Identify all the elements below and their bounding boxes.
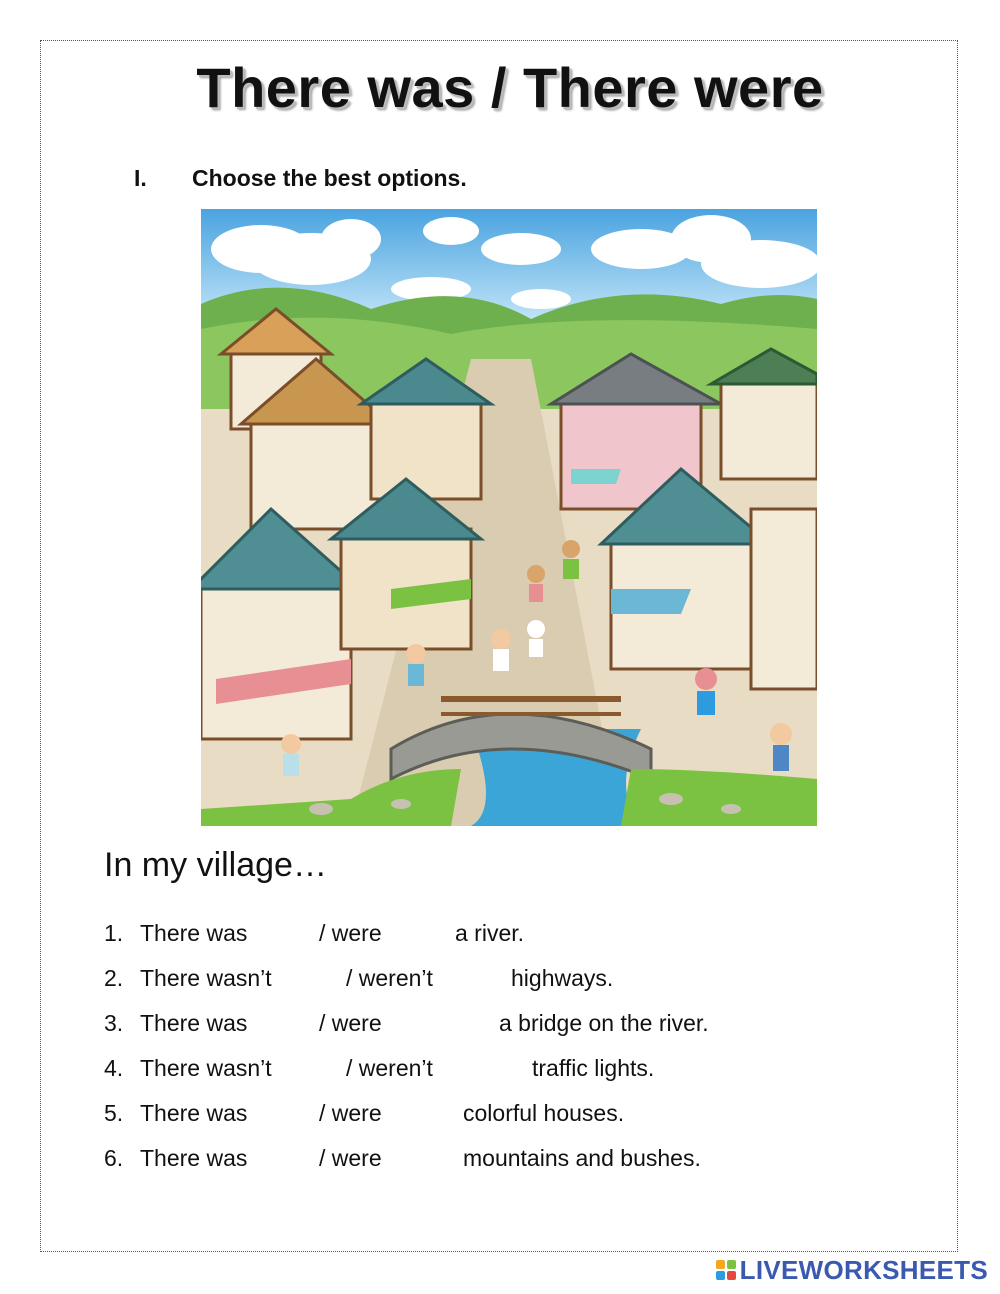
option-a[interactable]: There was [140, 920, 248, 946]
option-b[interactable]: / weren’t [346, 965, 433, 991]
option-b[interactable]: / were [319, 1010, 382, 1036]
sentence-rest: a river. [455, 920, 525, 946]
instruction-number: I. [134, 165, 147, 191]
item-number: 4. [104, 1055, 124, 1081]
sentence-rest: a bridge on the river. [499, 1010, 709, 1036]
item-number: 6. [104, 1145, 124, 1171]
instruction [134, 165, 467, 192]
option-b[interactable]: / were [319, 1145, 382, 1171]
sentence-rest: colorful houses. [463, 1100, 625, 1126]
sentence-rest: highways. [511, 965, 614, 991]
item-number: 3. [104, 1010, 124, 1036]
instruction-text: Choose the best options. [192, 165, 467, 191]
item-number: 5. [104, 1100, 124, 1126]
village-illustration [201, 209, 817, 826]
logo-square [727, 1260, 736, 1269]
liveworksheets-logo-icon [716, 1260, 736, 1280]
logo-square [727, 1271, 736, 1280]
sentence-rest: traffic lights. [532, 1055, 655, 1081]
option-b[interactable]: / weren’t [346, 1055, 433, 1081]
option-a[interactable]: There wasn’t [140, 1055, 272, 1081]
logo-square [716, 1271, 725, 1280]
option-a[interactable]: There wasn’t [140, 965, 272, 991]
village-illustration-svg [201, 209, 817, 826]
option-a[interactable]: There was [140, 1010, 248, 1036]
sentence-rest: mountains and bushes. [463, 1145, 701, 1171]
logo-square [716, 1260, 725, 1269]
item-number: 2. [104, 965, 124, 991]
option-b[interactable]: / were [319, 920, 382, 946]
option-b[interactable]: / were [319, 1100, 382, 1126]
brand-footer [716, 1253, 988, 1287]
option-a[interactable]: There was [140, 1145, 248, 1171]
page-title: There was / There were [196, 56, 824, 119]
item-number: 1. [104, 920, 124, 946]
subheading: In my village… [104, 846, 327, 884]
brand-name: LIVEWORKSHEETS [739, 1254, 988, 1285]
option-a[interactable]: There was [140, 1100, 248, 1126]
